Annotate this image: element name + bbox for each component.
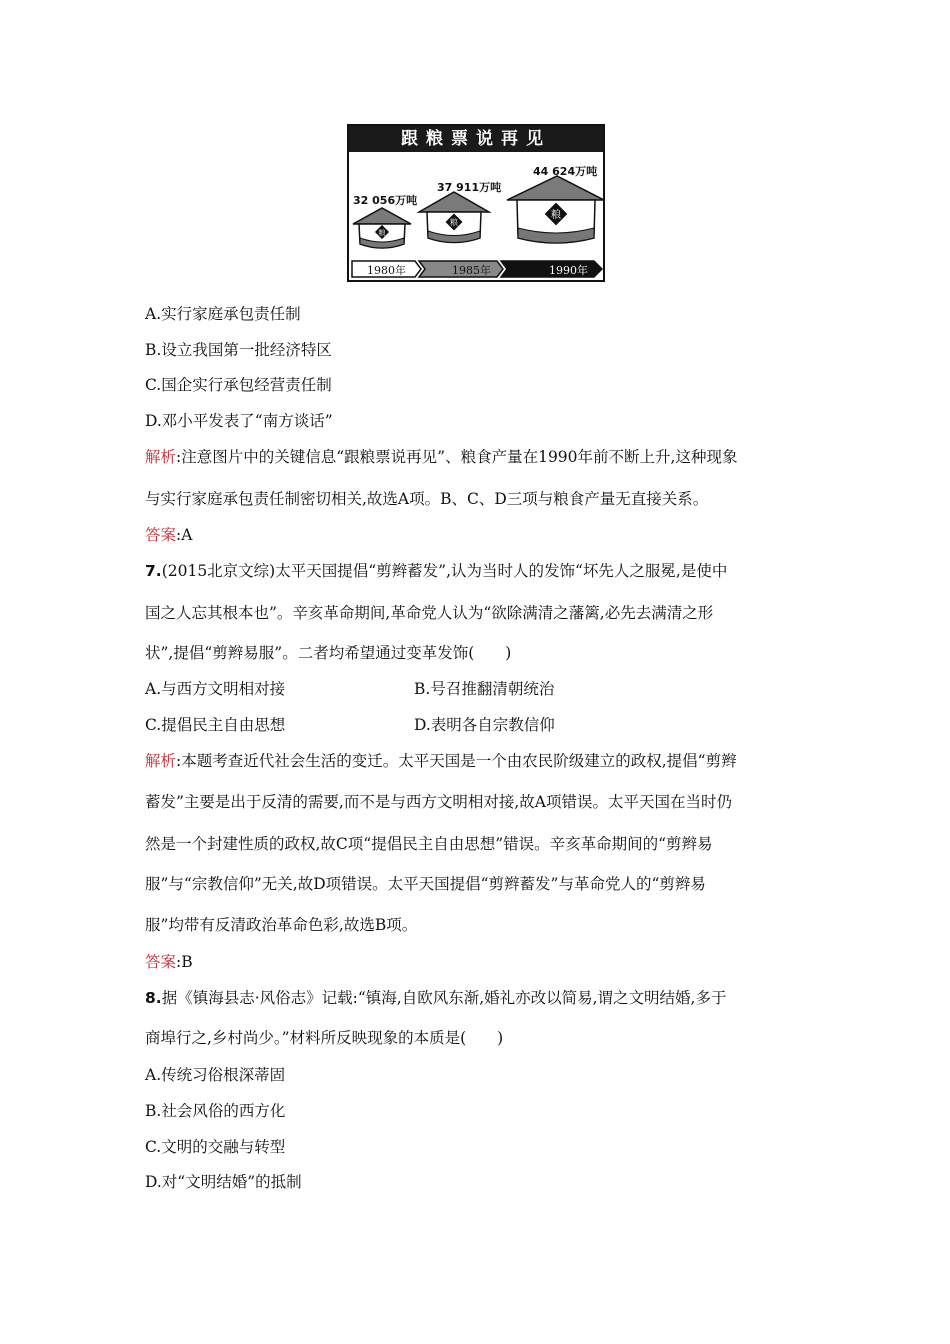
amount-1980: 32 056万吨 xyxy=(353,194,418,207)
q8-option-d: D.对“文明结婚”的抵制 xyxy=(145,1173,302,1191)
q8-number: 8. xyxy=(145,989,162,1007)
q6-analysis-line-1: 解析:注意图片中的关键信息“跟粮票说再见”、粮食产量在1990年前不断上升,这种现象 xyxy=(145,448,738,466)
q7-option-a: A.与西方文明相对接 xyxy=(145,680,286,698)
year-1990: 1990年 xyxy=(549,264,588,277)
q8-stem-line-1: 8.据《镇海县志·风俗志》记载:“镇海,自欧风东渐,婚礼亦改以简易,谓之文明结婚,多于 xyxy=(145,989,727,1007)
q7-stem-line-2: 国之人忘其根本也”。辛亥革命期间,革命党人认为“欲除满清之藩篱,必先去满清之形 xyxy=(145,604,714,622)
granary-1985 xyxy=(419,192,489,243)
granary-1980 xyxy=(353,208,411,248)
svg-text:粮: 粮 xyxy=(551,210,561,221)
grain-figure xyxy=(347,124,605,282)
q7-stem-line-3: 状”,提倡“剪辫易服”。二者均希望通过变革发饰( ) xyxy=(145,644,512,662)
figure-title: 跟粮票说再见 xyxy=(349,126,603,152)
granary-illustration xyxy=(349,126,603,280)
year-1985: 1985年 xyxy=(452,264,491,277)
q7-analysis-line-5: 服”均带有反清政治革命色彩,故选B项。 xyxy=(145,916,418,934)
q7-option-b: B.号召推翻清朝统治 xyxy=(414,680,555,698)
q7-analysis-line-1: 解析:本题考查近代社会生活的变迁。太平天国是一个由农民阶级建立的政权,提倡“剪辫 xyxy=(145,752,737,770)
q7-answer: 答案:B xyxy=(145,953,193,971)
q8-option-a: A.传统习俗根深蒂固 xyxy=(145,1066,286,1084)
q8-stem-line-2: 商埠行之,乡村尚少。”材料所反映现象的本质是( ) xyxy=(145,1029,504,1047)
granary-1990 xyxy=(507,176,603,243)
q7-option-c: C.提倡民主自由思想 xyxy=(145,716,286,734)
q6-analysis-label: 解析 xyxy=(145,448,177,466)
q6-answer: 答案:A xyxy=(145,526,193,544)
granary-glyph: 粮 xyxy=(378,229,386,237)
q6-analysis-line-2: 与实行家庭承包责任制密切相关,故选A项。B、C、D三项与粮食产量无直接关系。 xyxy=(145,490,709,508)
q7-stem-line-1: 7.(2015北京文综)太平天国提倡“剪辫蓄发”,认为当时人的发饰“坏先人之服冕,是使中 xyxy=(145,562,728,580)
q7-analysis-line-4: 服”与“宗教信仰”无关,故D项错误。太平天国提倡“剪辫蓄发”与革命党人的“剪辫易 xyxy=(145,875,706,893)
q7-analysis-line-3: 然是一个封建性质的政权,故C项“提倡民主自由思想”错误。辛亥革命期间的“剪辫易 xyxy=(145,835,713,853)
q6-option-a: A.实行家庭承包责任制 xyxy=(145,305,301,323)
q6-option-c: C.国企实行承包经营责任制 xyxy=(145,376,332,394)
year-1980: 1980年 xyxy=(367,264,406,277)
q8-option-b: B.社会风俗的西方化 xyxy=(145,1102,286,1120)
q8-option-c: C.文明的交融与转型 xyxy=(145,1138,286,1156)
svg-text:粮: 粮 xyxy=(450,218,458,227)
q7-number: 7. xyxy=(145,562,162,580)
amount-1990: 44 624万吨 xyxy=(533,165,598,178)
q7-analysis-line-2: 蓄发”主要是出于反清的需要,而不是与西方文明相对接,故A项错误。太平天国在当时仍 xyxy=(145,793,732,811)
q6-option-b: B.设立我国第一批经济特区 xyxy=(145,341,332,359)
q7-option-d: D.表明各自宗教信仰 xyxy=(414,716,555,734)
amount-1985: 37 911万吨 xyxy=(437,181,502,194)
q6-option-d: D.邓小平发表了“南方谈话” xyxy=(145,412,333,430)
